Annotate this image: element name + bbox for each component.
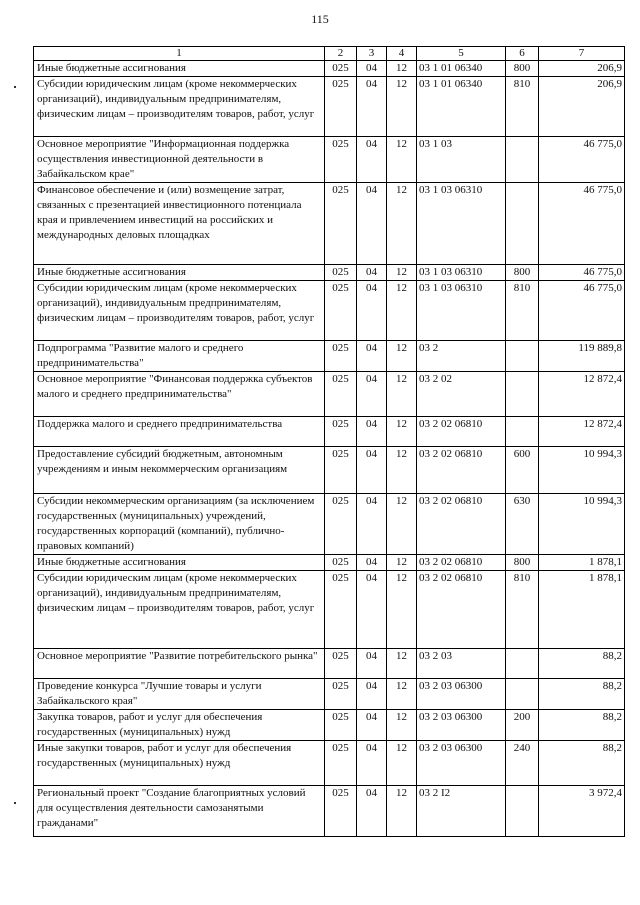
subsection-cell: 12 <box>387 417 417 447</box>
expense-type-cell: 200 <box>506 710 539 741</box>
subsection-cell: 12 <box>387 77 417 137</box>
target-article-cell: 03 1 03 06310 <box>417 183 506 265</box>
target-article-cell: 03 1 03 06310 <box>417 281 506 341</box>
subsection-cell: 04 <box>357 649 387 679</box>
header-cell-4: 4 <box>387 47 417 61</box>
row-name-cell: Проведение конкурса "Лучшие товары и услуги Забайкальского края" <box>34 679 325 710</box>
expense-type-cell <box>506 183 539 265</box>
table-body <box>34 47 625 837</box>
subsection-cell: 12 <box>387 571 417 649</box>
subsection-cell: 04 <box>357 137 387 183</box>
table-row <box>34 786 625 837</box>
target-article-cell: 03 2 03 06300 <box>417 679 506 710</box>
page-number: 115 <box>311 12 329 26</box>
section-cell: 025 <box>325 417 357 447</box>
subsection-cell: 12 <box>387 679 417 710</box>
row-name-cell: Подпрограмма "Развитие малого и среднего предпринимательства" <box>34 341 325 372</box>
target-article-cell: 03 2 02 06810 <box>417 494 506 555</box>
header-cell-6: 6 <box>506 47 539 61</box>
amount-cell: 206,9 <box>539 61 625 77</box>
expense-type-cell <box>506 649 539 679</box>
section-cell: 025 <box>325 710 357 741</box>
expense-type-cell <box>506 137 539 183</box>
target-article-cell: 03 2 I2 <box>417 786 506 837</box>
section-cell: 025 <box>325 741 357 786</box>
section-cell: 025 <box>325 341 357 372</box>
row-name-cell: Предоставление субсидий бюджетным, автономным учреждениям и иным некоммерческим организациям <box>34 447 325 494</box>
row-name-cell: Иные бюджетные ассигнования <box>34 61 325 77</box>
target-article-cell: 03 2 02 06810 <box>417 447 506 494</box>
subsection-cell: 04 <box>357 183 387 265</box>
amount-cell: 206,9 <box>539 77 625 137</box>
table-row <box>34 341 625 372</box>
subsection-cell: 04 <box>357 786 387 837</box>
expense-type-cell: 810 <box>506 77 539 137</box>
table-row <box>34 741 625 786</box>
expense-type-cell: 800 <box>506 265 539 281</box>
table-header-row <box>34 47 625 61</box>
row-name-cell: Основное мероприятие "Информационная поддержка осуществления инвестиционной деятельности в Забайкальском крае" <box>34 137 325 183</box>
budget-table <box>33 46 625 837</box>
subsection-cell: 12 <box>387 183 417 265</box>
header-cell-7: 7 <box>539 47 625 61</box>
target-article-cell: 03 2 02 06810 <box>417 571 506 649</box>
target-article-cell: 03 2 02 06810 <box>417 417 506 447</box>
target-article-cell: 03 1 01 06340 <box>417 61 506 77</box>
table-row <box>34 494 625 555</box>
target-article-cell: 03 2 02 <box>417 372 506 417</box>
section-cell: 025 <box>325 77 357 137</box>
target-article-cell: 03 2 03 <box>417 649 506 679</box>
row-name-cell: Закупка товаров, работ и услуг для обеспечения государственных (муниципальных) нужд <box>34 710 325 741</box>
table-row <box>34 183 625 265</box>
amount-cell: 3 972,4 <box>539 786 625 837</box>
section-cell: 025 <box>325 183 357 265</box>
subsection-cell: 12 <box>387 137 417 183</box>
expense-type-cell <box>506 679 539 710</box>
table-row <box>34 417 625 447</box>
subsection-cell: 04 <box>357 741 387 786</box>
section-cell: 025 <box>325 494 357 555</box>
amount-cell: 119 889,8 <box>539 341 625 372</box>
table-row <box>34 710 625 741</box>
row-name-cell: Основное мероприятие "Финансовая поддержка субъектов малого и среднего предпринимательства" <box>34 372 325 417</box>
expense-type-cell: 600 <box>506 447 539 494</box>
section-cell: 025 <box>325 447 357 494</box>
header-cell-2: 2 <box>325 47 357 61</box>
table-row <box>34 571 625 649</box>
subsection-cell: 12 <box>387 649 417 679</box>
target-article-cell: 03 2 <box>417 341 506 372</box>
section-cell: 025 <box>325 571 357 649</box>
expense-type-cell: 810 <box>506 281 539 341</box>
subsection-cell: 04 <box>357 77 387 137</box>
header-cell-5: 5 <box>417 47 506 61</box>
row-name-cell: Финансовое обеспечение и (или) возмещение затрат, связанных с презентацией инвестиционного потенциала края и привлечением инвестиций на российских и международных деловых площадках <box>34 183 325 265</box>
row-name-cell: Иные бюджетные ассигнования <box>34 265 325 281</box>
subsection-cell: 04 <box>357 341 387 372</box>
section-cell: 025 <box>325 281 357 341</box>
expense-type-cell: 800 <box>506 555 539 571</box>
expense-type-cell <box>506 786 539 837</box>
subsection-cell: 04 <box>357 372 387 417</box>
row-name-cell: Субсидии юридическим лицам (кроме некоммерческих организаций), индивидуальным предпринимателям, физическим лицам – производителям товаров, работ, услуг <box>34 281 325 341</box>
target-article-cell: 03 1 01 06340 <box>417 77 506 137</box>
section-cell: 025 <box>325 679 357 710</box>
table-row <box>34 679 625 710</box>
subsection-cell: 04 <box>357 555 387 571</box>
subsection-cell: 12 <box>387 494 417 555</box>
expense-type-cell: 240 <box>506 741 539 786</box>
target-article-cell: 03 1 03 <box>417 137 506 183</box>
header-cell-3: 3 <box>357 47 387 61</box>
subsection-cell: 12 <box>387 786 417 837</box>
row-name-cell: Региональный проект "Создание благоприятных условий для осуществления деятельности самозанятыми гражданами" <box>34 786 325 837</box>
subsection-cell: 04 <box>357 281 387 341</box>
subsection-cell: 04 <box>357 61 387 77</box>
amount-cell: 12 872,4 <box>539 372 625 417</box>
margin-dot <box>14 802 16 804</box>
amount-cell: 88,2 <box>539 741 625 786</box>
table-row <box>34 137 625 183</box>
row-name-cell: Субсидии юридическим лицам (кроме некоммерческих организаций), индивидуальным предпринимателям, физическим лицам – производителям товаров, работ, услуг <box>34 571 325 649</box>
subsection-cell: 04 <box>357 571 387 649</box>
subsection-cell: 12 <box>387 447 417 494</box>
amount-cell: 46 775,0 <box>539 137 625 183</box>
row-name-cell: Основное мероприятие "Развитие потребительского рынка" <box>34 649 325 679</box>
target-article-cell: 03 1 03 06310 <box>417 265 506 281</box>
target-article-cell: 03 2 03 06300 <box>417 710 506 741</box>
expense-type-cell <box>506 417 539 447</box>
table-row <box>34 372 625 417</box>
amount-cell: 1 878,1 <box>539 571 625 649</box>
subsection-cell: 04 <box>357 447 387 494</box>
subsection-cell: 04 <box>357 417 387 447</box>
target-article-cell: 03 2 02 06810 <box>417 555 506 571</box>
amount-cell: 88,2 <box>539 710 625 741</box>
table-row <box>34 61 625 77</box>
section-cell: 025 <box>325 786 357 837</box>
amount-cell: 88,2 <box>539 649 625 679</box>
section-cell: 025 <box>325 61 357 77</box>
section-cell: 025 <box>325 372 357 417</box>
amount-cell: 88,2 <box>539 679 625 710</box>
row-name-cell: Субсидии некоммерческим организациям (за исключением государственных (муниципальных) учреждений, государственных корпораций (компаний), публично-правовых компаний) <box>34 494 325 555</box>
subsection-cell: 12 <box>387 372 417 417</box>
row-name-cell: Субсидии юридическим лицам (кроме некоммерческих организаций), индивидуальным предпринимателям, физическим лицам – производителям товаров, работ, услуг <box>34 77 325 137</box>
amount-cell: 10 994,3 <box>539 494 625 555</box>
amount-cell: 46 775,0 <box>539 281 625 341</box>
margin-dot <box>14 86 16 88</box>
amount-cell: 10 994,3 <box>539 447 625 494</box>
section-cell: 025 <box>325 649 357 679</box>
section-cell: 025 <box>325 137 357 183</box>
subsection-cell: 12 <box>387 281 417 341</box>
amount-cell: 1 878,1 <box>539 555 625 571</box>
target-article-cell: 03 2 03 06300 <box>417 741 506 786</box>
subsection-cell: 12 <box>387 341 417 372</box>
expense-type-cell: 810 <box>506 571 539 649</box>
amount-cell: 46 775,0 <box>539 183 625 265</box>
subsection-cell: 12 <box>387 710 417 741</box>
expense-type-cell <box>506 372 539 417</box>
expense-type-cell: 800 <box>506 61 539 77</box>
table-row <box>34 77 625 137</box>
section-cell: 025 <box>325 555 357 571</box>
subsection-cell: 04 <box>357 710 387 741</box>
subsection-cell: 12 <box>387 265 417 281</box>
row-name-cell: Иные закупки товаров, работ и услуг для обеспечения государственных (муниципальных) нужд <box>34 741 325 786</box>
table-row <box>34 265 625 281</box>
table-row <box>34 649 625 679</box>
section-cell: 025 <box>325 265 357 281</box>
header-cell-1: 1 <box>34 47 325 61</box>
expense-type-cell: 630 <box>506 494 539 555</box>
row-name-cell: Иные бюджетные ассигнования <box>34 555 325 571</box>
table-row <box>34 281 625 341</box>
subsection-cell: 12 <box>387 741 417 786</box>
subsection-cell: 04 <box>357 265 387 281</box>
amount-cell: 46 775,0 <box>539 265 625 281</box>
table-row <box>34 555 625 571</box>
subsection-cell: 12 <box>387 555 417 571</box>
subsection-cell: 04 <box>357 494 387 555</box>
subsection-cell: 12 <box>387 61 417 77</box>
amount-cell: 12 872,4 <box>539 417 625 447</box>
table-row <box>34 447 625 494</box>
expense-type-cell <box>506 341 539 372</box>
subsection-cell: 04 <box>357 679 387 710</box>
row-name-cell: Поддержка малого и среднего предпринимательства <box>34 417 325 447</box>
